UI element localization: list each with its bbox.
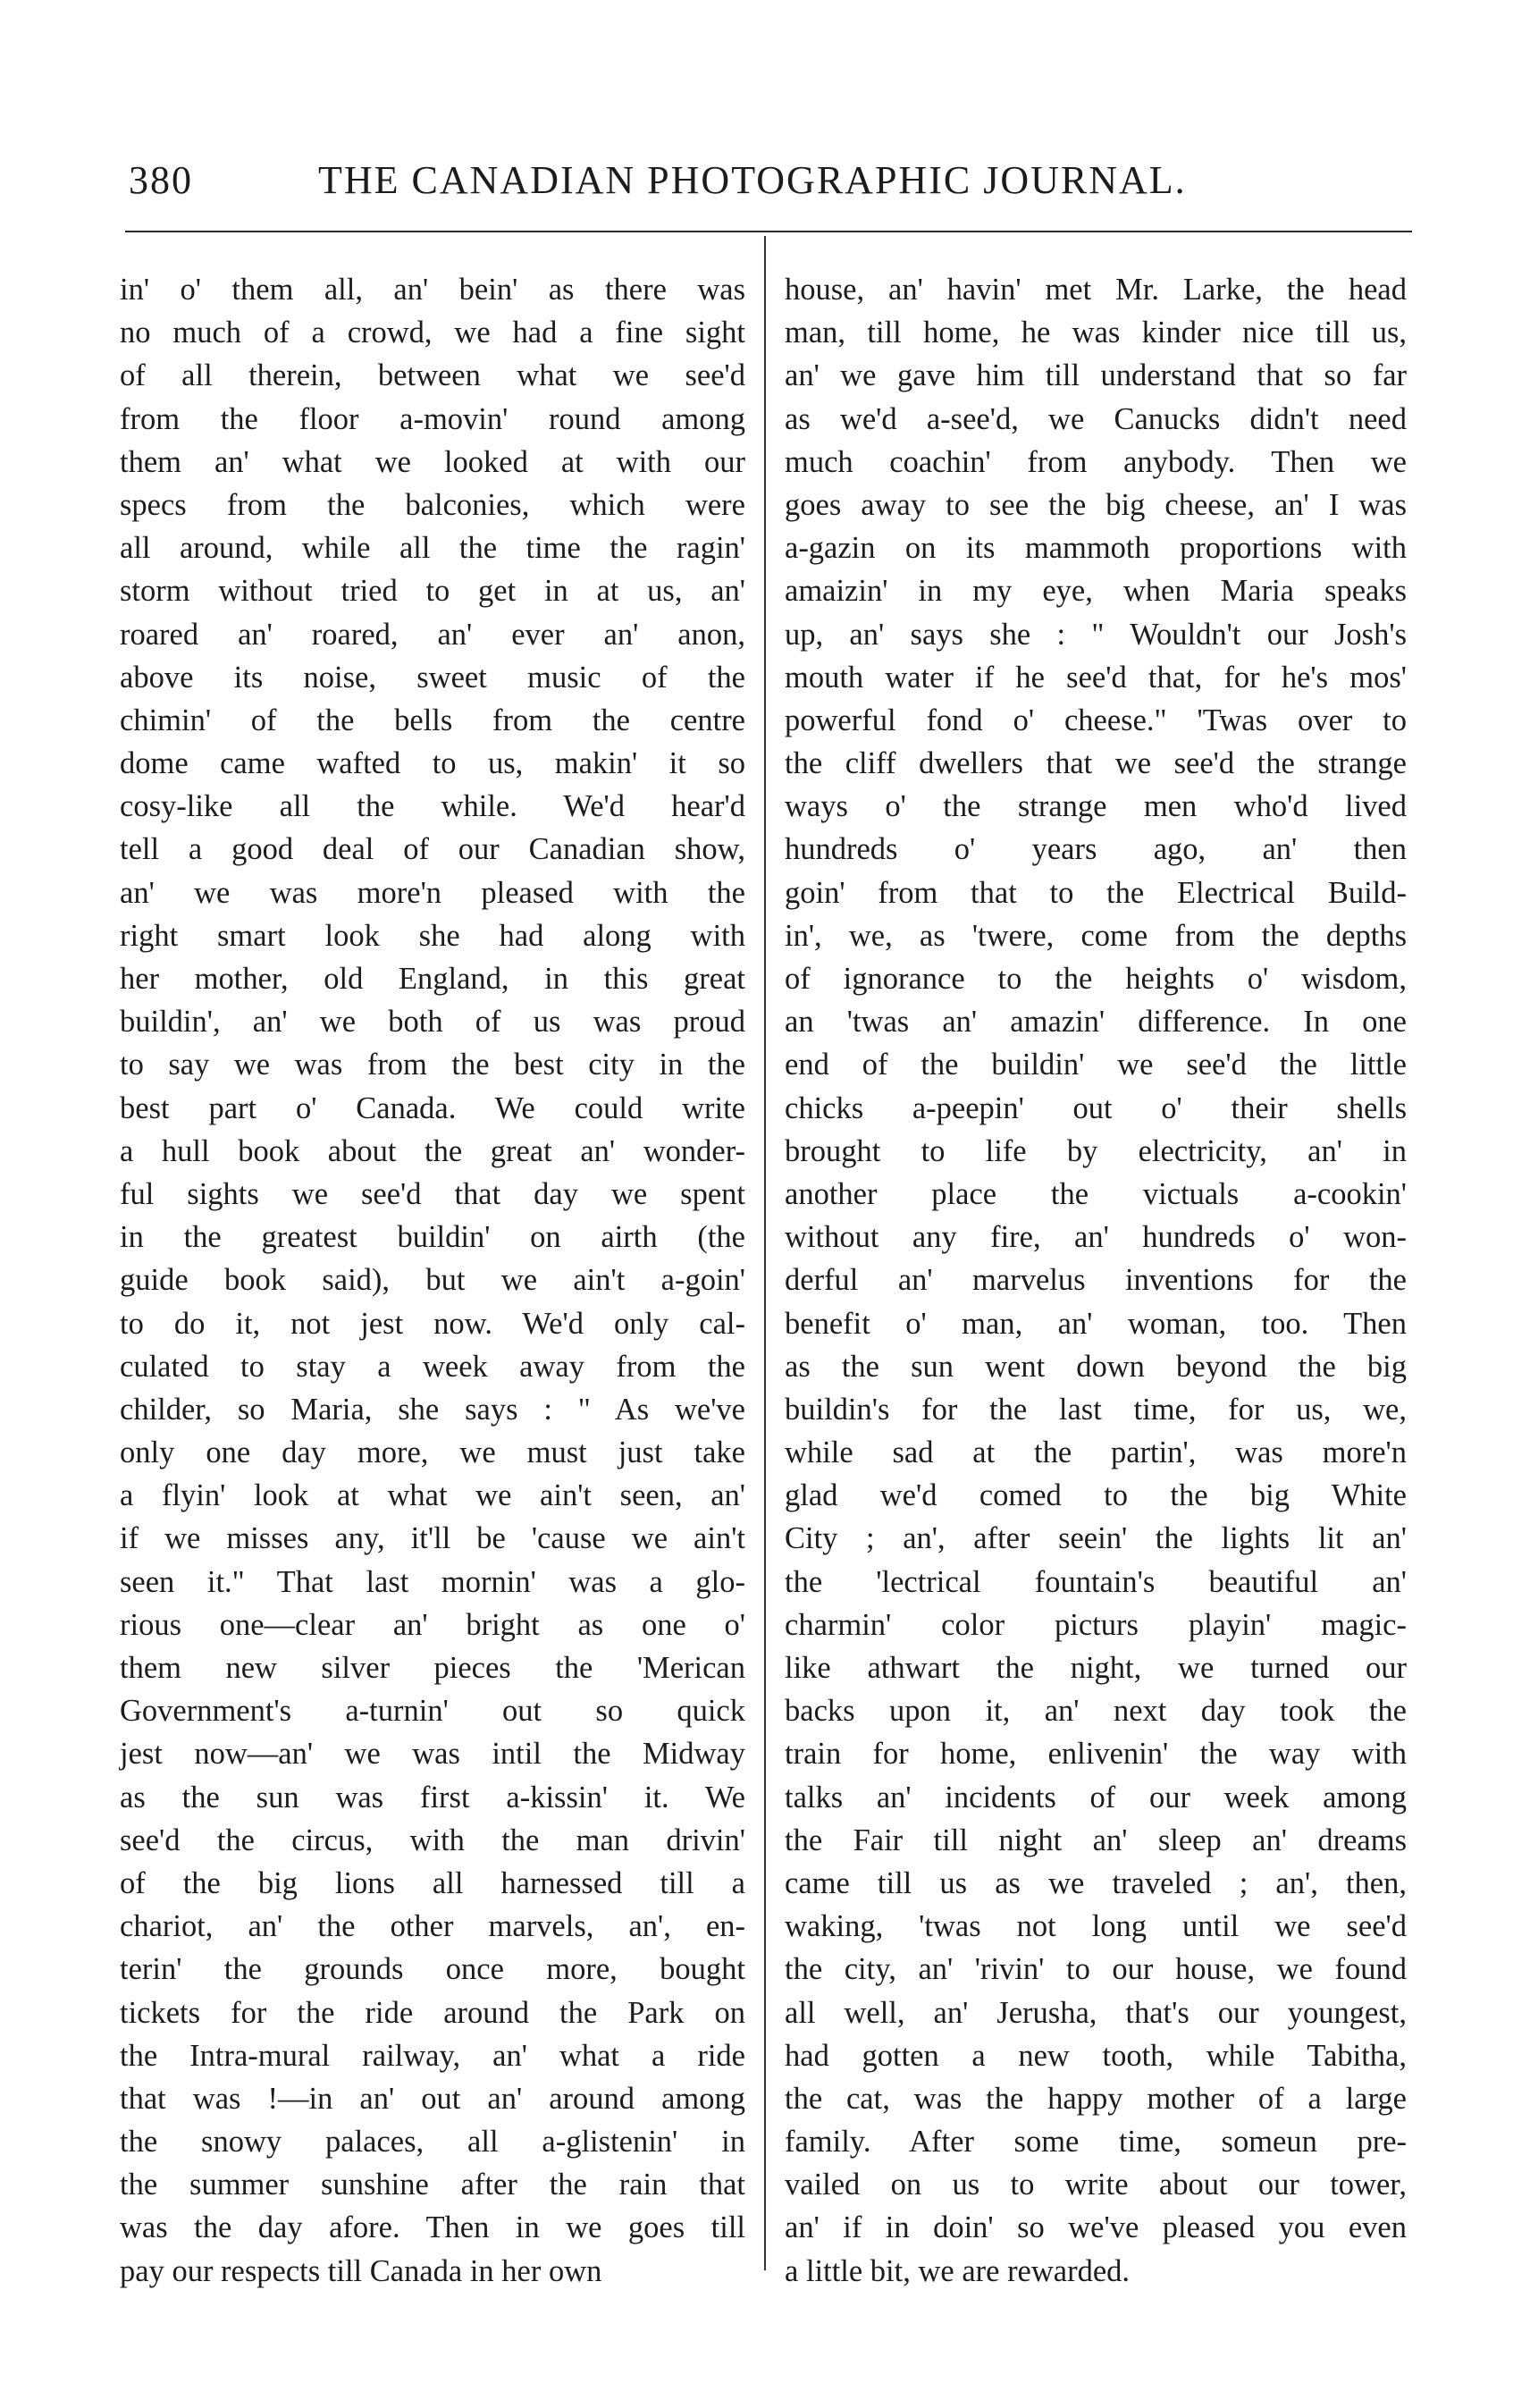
text-line: guide book said), but we ain't a-goin' [120, 1263, 745, 1298]
text-line: was the day afore. Then in we goes till [120, 2210, 745, 2245]
text-line: had gotten a new tooth, while Tabitha, [785, 2038, 1407, 2073]
text-line: benefit o' man, an' woman, too. Then [785, 1306, 1407, 1341]
left-text-column [120, 268, 745, 2293]
text-line: cosy-like all the while. We'd hear'd [120, 789, 745, 824]
text-line: that was !—in an' out an' around among [120, 2081, 745, 2116]
text-line: pay our respects till Canada in her own [120, 2253, 602, 2288]
text-line: house, an' havin' met Mr. Larke, the head [785, 273, 1407, 307]
text-line: terin' the grounds once more, bought [120, 1952, 745, 1987]
text-line: of the big lions all harnessed till a [120, 1865, 745, 1900]
text-line: as the sun went down beyond the big [785, 1349, 1407, 1384]
text-line: buildin's for the last time, for us, we, [785, 1392, 1407, 1427]
text-line: see'd the circus, with the man drivin' [120, 1823, 745, 1857]
text-line: without any fire, an' hundreds o' won- [785, 1220, 1407, 1255]
page-header [125, 157, 1412, 209]
text-line: a hull book about the great an' wonder- [120, 1133, 745, 1168]
text-line: to do it, not jest now. We'd only cal- [120, 1306, 745, 1341]
text-line: seen it." That last mornin' was a glo- [120, 1564, 745, 1599]
text-line: the Intra-mural railway, an' what a ride [120, 2038, 745, 2073]
column-divider [764, 236, 766, 2270]
text-line: came till us as we traveled ; an', then, [785, 1865, 1407, 1900]
text-line: the cat, was the happy mother of a large [785, 2081, 1407, 2116]
header-rule [125, 231, 1412, 232]
text-line: a-gazin on its mammoth proportions with [785, 531, 1407, 566]
text-line: a little bit, we are rewarded. [785, 2253, 1131, 2288]
text-line: the 'lectrical fountain's beautiful an' [785, 1564, 1407, 1599]
text-line: the city, an' 'rivin' to our house, we found [785, 1952, 1407, 1987]
text-line: mouth water if he see'd that, for he's mos' [785, 660, 1407, 695]
text-line: vailed on us to write about our tower, [785, 2168, 1407, 2202]
text-line: hundreds o' years ago, an' then [785, 832, 1407, 867]
text-line: chariot, an' the other marvels, an', en- [120, 1909, 745, 1944]
text-line: above its noise, sweet music of the [120, 660, 745, 695]
text-line: an' if in doin' so we've pleased you even [785, 2210, 1407, 2245]
text-line: Government's a-turnin' out so quick [120, 1694, 745, 1729]
text-line: glad we'd comed to the big White [785, 1478, 1407, 1513]
text-line: train for home, enlivenin' the way with [785, 1737, 1407, 1772]
text-line: storm without tried to get in at us, an' [120, 574, 745, 609]
text-line: jest now—an' we was intil the Midway [120, 1737, 745, 1772]
text-line: chicks a-peepin' out o' their shells [785, 1090, 1407, 1125]
text-line: only one day more, we must just take [120, 1436, 745, 1470]
text-line: in the greatest buildin' on airth (the [120, 1220, 745, 1255]
text-line: culated to stay a week away from the [120, 1349, 745, 1384]
text-line: waking, 'twas not long until we see'd [785, 1909, 1407, 1944]
text-line: right smart look she had along with [120, 918, 745, 953]
text-line: her mother, old England, in this great [120, 962, 745, 996]
text-line: an' we was more'n pleased with the [120, 875, 745, 910]
text-line: powerful fond o' cheese." 'Twas over to [785, 703, 1407, 737]
journal-title: THE CANADIAN PHOTOGRAPHIC JOURNAL. [318, 158, 1187, 202]
text-line: tell a good deal of our Canadian show, [120, 832, 745, 867]
text-line: as we'd a-see'd, we Canucks didn't need [785, 401, 1407, 436]
text-line: all well, an' Jerusha, that's our youngest, [785, 1995, 1407, 2030]
text-line: amaizin' in my eye, when Maria speaks [785, 574, 1407, 609]
text-line: them an' what we looked at with our [120, 444, 745, 479]
text-line: the Fair till night an' sleep an' dreams [785, 1823, 1407, 1857]
right-text-column [785, 268, 1407, 2293]
text-line: ways o' the strange men who'd lived [785, 789, 1407, 824]
text-line: goes away to see the big cheese, an' I was [785, 487, 1407, 522]
text-line: goin' from that to the Electrical Build- [785, 875, 1407, 910]
text-line: rious one—clear an' bright as one o' [120, 1607, 745, 1642]
text-line: roared an' roared, an' ever an' anon, [120, 617, 745, 652]
text-line: if we misses any, it'll be 'cause we ain't [120, 1521, 745, 1556]
text-line: of all therein, between what we see'd [120, 358, 745, 393]
text-line: City ; an', after seein' the lights lit an' [785, 1521, 1407, 1556]
text-line: another place the victuals a-cookin' [785, 1176, 1407, 1211]
text-line: talks an' incidents of our week among [785, 1780, 1407, 1814]
text-line: all around, while all the time the ragin' [120, 531, 745, 566]
text-line: specs from the balconies, which were [120, 487, 745, 522]
text-line: of ignorance to the heights o' wisdom, [785, 962, 1407, 996]
text-line: charmin' color picturs playin' magic- [785, 1607, 1407, 1642]
text-line: brought to life by electricity, an' in [785, 1133, 1407, 1168]
text-line: in', we, as 'twere, come from the depths [785, 918, 1407, 953]
text-line: childer, so Maria, she says : " As we've [120, 1392, 745, 1427]
text-line: in' o' them all, an' bein' as there was [120, 273, 745, 307]
text-line: up, an' says she : " Wouldn't our Josh's [785, 617, 1407, 652]
text-line: much coachin' from anybody. Then we [785, 444, 1407, 479]
text-line: an' we gave him till understand that so far [785, 358, 1407, 393]
text-line: derful an' marvelus inventions for the [785, 1263, 1407, 1298]
text-line: dome came wafted to us, makin' it so [120, 746, 745, 781]
text-line: no much of a crowd, we had a fine sight [120, 316, 745, 350]
text-line: from the floor a-movin' round among [120, 401, 745, 436]
text-line: a flyin' look at what we ain't seen, an' [120, 1478, 745, 1513]
text-line: end of the buildin' we see'd the little [785, 1048, 1407, 1082]
text-line: the summer sunshine after the rain that [120, 2168, 745, 2202]
text-line: to say we was from the best city in the [120, 1048, 745, 1082]
text-line: the snowy palaces, all a-glistenin' in [120, 2125, 745, 2160]
text-line: an 'twas an' amazin' difference. In one [785, 1005, 1407, 1040]
page-number: 380 [129, 158, 193, 202]
text-line: them new silver pieces the 'Merican [120, 1651, 745, 1685]
text-line: as the sun was first a-kissin' it. We [120, 1780, 745, 1814]
text-line: backs upon it, an' next day took the [785, 1694, 1407, 1729]
text-line: like athwart the night, we turned our [785, 1651, 1407, 1685]
text-line: tickets for the ride around the Park on [120, 1995, 745, 2030]
text-line: chimin' of the bells from the centre [120, 703, 745, 737]
text-line: family. After some time, someun pre- [785, 2125, 1407, 2160]
text-line: best part o' Canada. We could write [120, 1090, 745, 1125]
text-line: the cliff dwellers that we see'd the strange [785, 746, 1407, 781]
text-line: buildin', an' we both of us was proud [120, 1005, 745, 1040]
text-line: ful sights we see'd that day we spent [120, 1176, 745, 1211]
text-line: while sad at the partin', was more'n [785, 1436, 1407, 1470]
text-line: man, till home, he was kinder nice till us, [785, 316, 1407, 350]
